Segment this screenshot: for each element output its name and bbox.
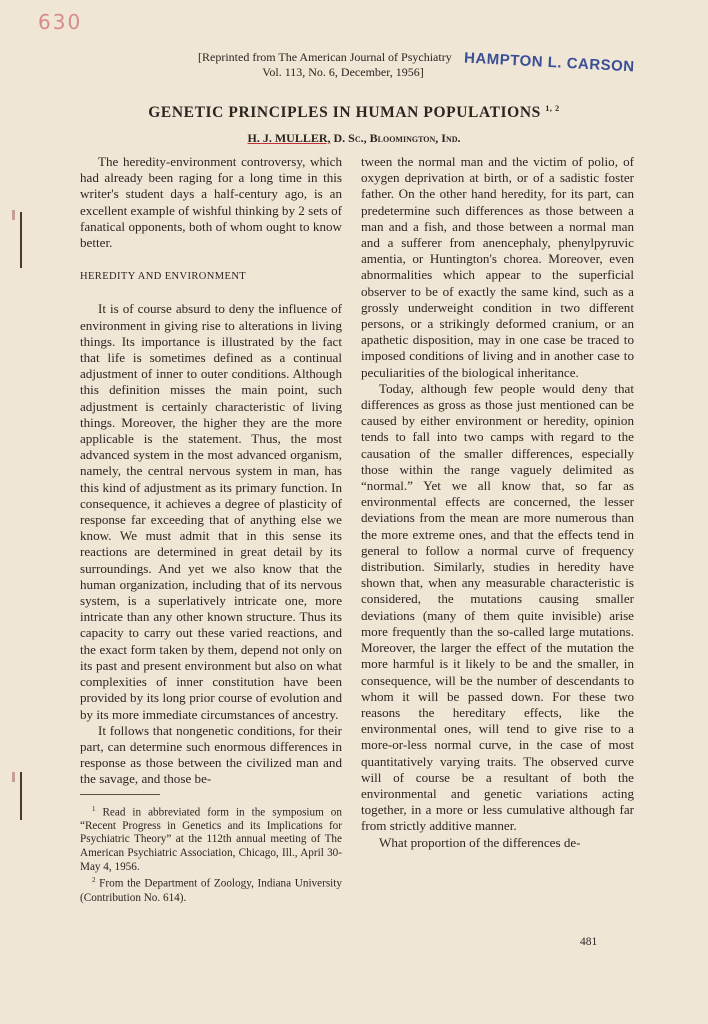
reprint-line-2: Vol. 113, No. 6, December, 1956] xyxy=(262,65,424,79)
reprint-line-1: [Reprinted from The American Journal of Psychiatry xyxy=(198,50,452,64)
article-title xyxy=(0,104,708,122)
footnotes xyxy=(80,803,342,906)
paragraph: What proportion of the differences de- xyxy=(379,834,581,850)
margin-mark xyxy=(20,772,22,820)
title-footnote-refs: 1, 2 xyxy=(545,104,560,113)
page-number: 481 xyxy=(580,936,598,948)
continued-paragraph: tween the normal man and the victim of polio, of oxygen deprivation at birth, or of a sadistic foster father. On the other hand heredity, for its part, can predetermine such differences as those between a man and a fish, and those between a normal man and a sufferer from anencephaly, phenylpyruvic amentia, or Huntington's chorea. Moreover, even abnormalities which appear to the superficial observer to be of exactly the same kind, such as a grossly underweight condition in two different persons, or a strikingly deformed cranium, or an apathetic disposition, may in one case be traced to imposed conditions of living and in another case to peculiarities of the biological inheritance. xyxy=(361,154,634,380)
left-column xyxy=(80,154,342,905)
intro-paragraph: The heredity-environment controversy, which had already been raging for a long time in this writer's student days a half-century ago, is an excellent example of wishful thinking by 2 sets of fanatical opponents, both of whom ought to know better. xyxy=(80,154,342,251)
title-text: GENETIC PRINCIPLES IN HUMAN POPULATIONS xyxy=(148,104,541,122)
footnote-marker: 2 xyxy=(92,876,96,885)
footnote-text: Read in abbreviated form in the symposium on “Recent Progress in Genetics and its Implications for Psychiatric Theory” at the 112th annual meeting of The American Psychiatric Association, Chicago, Ill., April 30-May 4, 1956. xyxy=(80,806,342,873)
owner-stamp: HAMPTON L. CARSON xyxy=(463,49,636,76)
margin-mark xyxy=(12,210,15,220)
right-column xyxy=(361,154,634,851)
footnote-divider xyxy=(80,794,160,795)
paragraph: Today, although few people would deny that differences as gross as those just mentioned can be caused by either environment or heredity, opinion tends to fall into two camps with regard to the causation of the smaller differences, especially those within the range vaguely delimited as “normal.” Yet we all know that, so far as environmental effects are concerned, the lesser deviations from the mean are more numerous than the more extreme ones, and that the effects tend in general to follow a normal curve of frequency distribution. Similarly, studies in heredity have shown that, when any measurable characteristic is considered, the mutations causing smaller deviations (many of them quite invisible) arise more frequently than the so-called large mutations. Moreover, the larger the effect of the mutation the more harmful is it likely to be and the smaller, in consequence, will be the number of descendants to whom it will be passed down. For these two reasons the hereditary effects, like the environmental ones, will tend to give rise to a more-or-less normal curve, in the case of most quantitatively varying traits. The observed curve will of course be a resultant of both the environmental and genetic variations acting together, in a more or less cumulative although far from strictly additive manner. xyxy=(361,380,634,834)
margin-mark xyxy=(20,212,22,268)
paragraph: It is of course absurd to deny the influence of environment in giving rise to alterations in living things. Its importance is illustrated by the fact that life is sometimes defined as a continual adjustment of inner to outer conditions. Although this definition misses the main point, such adjustment is certainly characteristic of living things. Moreover, the higher they are the more applicable is the statement. Thus, the most advanced system in the most advanced organism, namely, the central nervous system in man, has this kind of adjustment as its primary function. In consequence, it achieves a degree of plasticity of response far exceeding that of anything else we know. We must admit that in this sense its reactions are determined in great detail by its surroundings. And yet we also know that the human organization, including that of its nervous system, is a superlatively intricate one, more intricate than any other known structure. Thus its capacity to carry out these varied reactions, and the exact form taken by them, depend not only on its past and present environment but also on what complexities of inner constitution have been provided by its long prior course of evolution and by its more immediate circumstances of ancestry. xyxy=(80,301,342,722)
section-heading: HEREDITY AND ENVIRONMENT xyxy=(80,271,247,283)
footnote-text: From the Department of Zoology, Indiana University (Contribution No. 614). xyxy=(80,877,342,904)
margin-mark xyxy=(12,772,15,782)
paragraph: It follows that nongenetic conditions, for their part, can determine such enormous differences in response as those between the civilized man and the savage, and those be- xyxy=(80,722,342,787)
author-line xyxy=(0,131,708,146)
footnote-marker: 1 xyxy=(92,804,96,813)
reprint-notice xyxy=(198,50,498,80)
pencil-annotation: 630 xyxy=(38,10,83,34)
footnote-2 xyxy=(80,874,342,905)
footnote-1 xyxy=(80,803,342,875)
author-name: H. J. MULLER, xyxy=(247,131,331,145)
author-affiliation: D. Sc., Bloomington, Ind. xyxy=(330,131,461,145)
